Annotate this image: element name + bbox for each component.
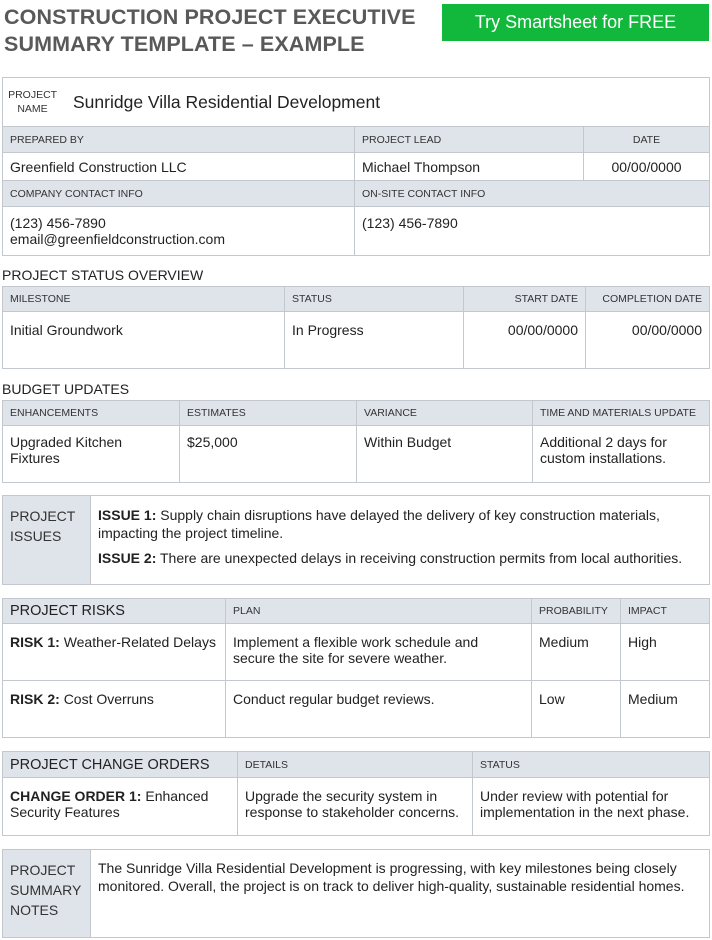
issue-text: There are unexpected delays in receiving construction permits from local authorities. xyxy=(160,550,683,566)
enhancement-cell: Upgraded Kitchen Fixtures xyxy=(3,426,180,483)
variance-cell: Within Budget xyxy=(357,426,533,483)
try-smartsheet-button[interactable]: Try Smartsheet for FREE xyxy=(442,4,709,41)
project-name-label: PROJECT NAME xyxy=(3,78,59,126)
milestone-header: MILESTONE xyxy=(3,287,285,312)
tm-update-cell: Additional 2 days for custom installations. xyxy=(533,426,710,483)
issue-tag: ISSUE 1: xyxy=(98,507,157,523)
page-title: CONSTRUCTION PROJECT EXECUTIVE SUMMARY TEMPLATE – EXAMPLE xyxy=(4,5,416,56)
project-lead-label: PROJECT LEAD xyxy=(355,127,584,153)
risk-impact-cell: Medium xyxy=(621,681,710,738)
change-order-name: Enhanced Security Features xyxy=(10,788,209,820)
completion-date-header: COMPLETION DATE xyxy=(586,287,710,312)
variance-header: VARIANCE xyxy=(357,401,533,426)
start-date-cell: 00/00/0000 xyxy=(464,312,586,369)
project-info-table xyxy=(2,77,710,256)
risk-name: Cost Overruns xyxy=(63,691,154,707)
onsite-phone: (123) 456-7890 xyxy=(362,215,458,231)
budget-section-label: BUDGET UPDATES xyxy=(2,381,130,397)
impact-header: IMPACT xyxy=(621,599,710,624)
start-date-header: START DATE xyxy=(464,287,586,312)
change-order-tag: CHANGE ORDER 1: xyxy=(10,788,142,804)
date-value: 00/00/0000 xyxy=(584,153,710,181)
summary-text: The Sunridge Villa Residential Development is progressing, with key milestones being closely monitored. Overall, the project is on track to deliver high-quality, sustainable residential homes. xyxy=(91,850,710,938)
project-name-row xyxy=(3,78,710,127)
change-order-name-cell xyxy=(3,778,238,836)
milestone-cell: Initial Groundwork xyxy=(3,312,285,369)
summary-label: PROJECT SUMMARY NOTES xyxy=(3,850,91,938)
onsite-contact-value xyxy=(355,207,710,256)
plan-header: PLAN xyxy=(226,599,532,624)
change-orders-table xyxy=(2,751,710,836)
table-row xyxy=(3,624,710,681)
risk-probability-cell: Low xyxy=(532,681,621,738)
estimate-cell: $25,000 xyxy=(180,426,357,483)
risk-tag: RISK 2: xyxy=(10,691,60,707)
company-contact-value xyxy=(3,207,355,256)
table-row xyxy=(3,312,710,369)
risk-plan-cell: Conduct regular budget reviews. xyxy=(226,681,532,738)
table-row xyxy=(3,426,710,483)
company-phone: (123) 456-7890 xyxy=(10,215,106,231)
risk-probability-cell: Medium xyxy=(532,624,621,681)
status-table xyxy=(2,286,710,369)
onsite-contact-label: ON-SITE CONTACT INFO xyxy=(355,181,710,207)
details-header: DETAILS xyxy=(238,752,473,778)
risk-impact-cell: High xyxy=(621,624,710,681)
status-section-label: PROJECT STATUS OVERVIEW xyxy=(2,267,204,283)
table-row xyxy=(3,778,710,836)
status-header: STATUS xyxy=(285,287,464,312)
issues-table xyxy=(2,495,710,585)
list-item xyxy=(98,506,702,542)
issues-list xyxy=(91,496,710,585)
risks-label: PROJECT RISKS xyxy=(3,599,226,624)
company-contact-label: COMPANY CONTACT INFO xyxy=(3,181,355,207)
tm-update-header: TIME AND MATERIALS UPDATE xyxy=(533,401,710,426)
budget-table xyxy=(2,400,710,483)
project-lead-value: Michael Thompson xyxy=(355,153,584,181)
project-name-value: Sunridge Villa Residential Development xyxy=(73,92,381,112)
estimates-header: ESTIMATES xyxy=(180,401,357,426)
enhancements-header: ENHANCEMENTS xyxy=(3,401,180,426)
issues-label: PROJECT ISSUES xyxy=(3,496,91,585)
status-cell: In Progress xyxy=(285,312,464,369)
risk-name-cell xyxy=(3,624,226,681)
issue-text: Supply chain disruptions have delayed the delivery of key construction materials, impacting the project timeline. xyxy=(98,507,660,541)
probability-header: PROBABILITY xyxy=(532,599,621,624)
company-email: email@greenfieldconstruction.com xyxy=(10,231,225,247)
summary-table xyxy=(2,849,710,938)
change-order-status-cell: Under review with potential for implementation in the next phase. xyxy=(473,778,710,836)
issue-tag: ISSUE 2: xyxy=(98,550,157,566)
prepared-by-label: PREPARED BY xyxy=(3,127,355,153)
list-item xyxy=(98,549,702,567)
change-order-details-cell: Upgrade the security system in response to stakeholder concerns. xyxy=(238,778,473,836)
table-row xyxy=(3,681,710,738)
risk-plan-cell: Implement a flexible work schedule and secure the site for severe weather. xyxy=(226,624,532,681)
risk-name-cell xyxy=(3,681,226,738)
risk-tag: RISK 1: xyxy=(10,634,60,650)
date-label: DATE xyxy=(584,127,710,153)
co-status-header: STATUS xyxy=(473,752,710,778)
change-orders-label: PROJECT CHANGE ORDERS xyxy=(3,752,238,778)
risks-table xyxy=(2,598,710,738)
completion-date-cell: 00/00/0000 xyxy=(586,312,710,369)
risk-name: Weather-Related Delays xyxy=(63,634,216,650)
prepared-by-value: Greenfield Construction LLC xyxy=(3,153,355,181)
